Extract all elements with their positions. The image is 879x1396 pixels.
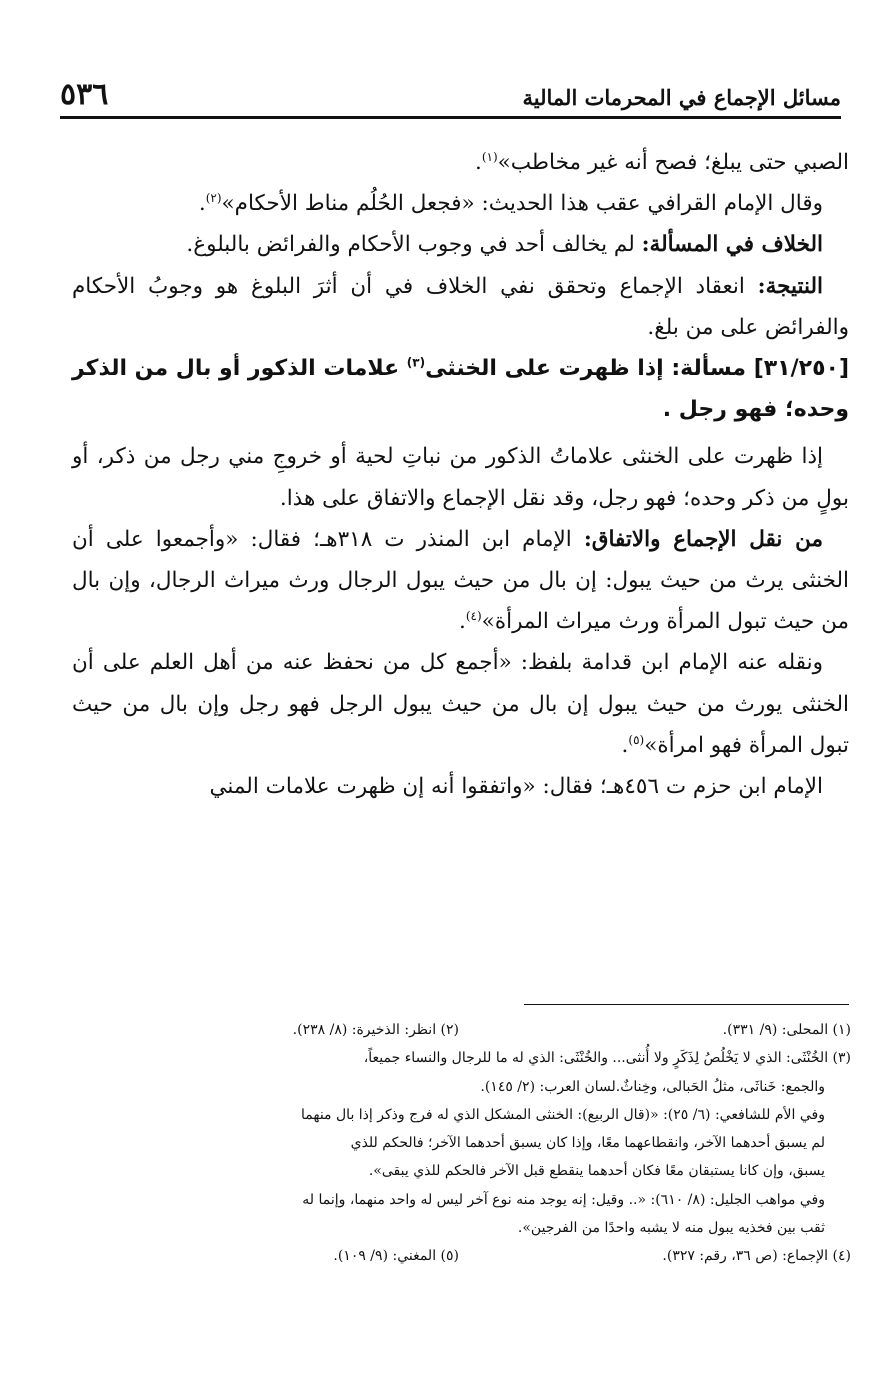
running-title: مسائل الإجماع في المحرمات المالية <box>522 85 841 110</box>
footnote-line: والجمع: خَناثَى، مثلُ الحَبالى، وخِناثٌ.لسان العرب: (٢/ ١٤٥). <box>480 1078 825 1095</box>
paragraph <box>72 642 849 766</box>
footnote-ref: (٤) <box>465 609 482 624</box>
footnote-ref: (٢) <box>205 191 222 206</box>
section-term: النتيجة: <box>757 273 823 299</box>
footnotes <box>44 1016 851 1271</box>
footnote-line: وفي الأم للشافعي: (٦/ ٢٥): «(قال الربيع): الخنثى المشكل الذي له فرج وذكر إذا بال منهما <box>301 1106 825 1123</box>
paragraph <box>72 266 849 348</box>
footnote-row <box>44 1016 851 1044</box>
masala-heading <box>72 348 849 430</box>
masala-title: مسألة: إذا ظهرت على الخنثى <box>425 356 754 382</box>
page-header <box>60 72 841 119</box>
footnote-line: يسبق، وإن كانا يستبقان معًا فكان أحدهما ينقطع قبل الآخر فالحكم للذي يبقى». <box>368 1163 825 1180</box>
punctuation: . <box>474 150 482 175</box>
masala-title: علامات الذكور أو بال من الذكر وحده؛ فهو رجل . <box>72 356 849 423</box>
footnote-line: لم يسبق أحدهما الآخر، وانقطاعهما معًا، وإذا كان يسبق أحدهما الآخر؛ فالحكم للذي <box>350 1135 825 1152</box>
footnote-ref: (٣) <box>406 355 426 370</box>
section-term: من نقل الإجماع والاتفاق: <box>583 526 823 552</box>
footnote: (٢) انظر: الذخيرة: (٨/ ٢٣٨). <box>292 1022 459 1038</box>
footnote-line: وفي مواهب الجليل: (٨/ ٦١٠): «.. وقيل: إنه يوجد منه نوع آخر ليس له واحد منهما، وإنما له <box>302 1191 825 1208</box>
paragraph-text: الإمام ابن المنذر ت ٣١٨هـ؛ فقال: «وأجمعوا على أن الخنثى يرث من حيث يبول: إن بال من حيث يبول الرجال ورث ميراث الرجال، وإن بال من حيث تبول المرأة ورث ميراث المرأة» <box>72 526 849 635</box>
footnote-line: ثقب بين فخذيه يبول منه لا يشبه واحدًا من الفرجين». <box>517 1220 825 1237</box>
footnote-separator <box>524 1004 849 1005</box>
page-number: ٥٣٦ <box>60 77 109 112</box>
footnote: (١) المحلى: (٩/ ٣٣١). <box>722 1022 851 1038</box>
footnote-row <box>44 1242 851 1270</box>
punctuation: . <box>198 191 206 217</box>
paragraph <box>72 183 849 224</box>
paragraph <box>72 766 849 807</box>
main-text <box>72 142 849 807</box>
footnote: (٣) الخُنْثَى: الذي لا يَخْلُصُ لِذَكَرٍ ولا أُنثى... والخُنْثَى: الذي له ما للرجال والنساء جميعاً، <box>363 1050 851 1067</box>
masala-number: [٣١/٢٥٠] <box>753 356 849 382</box>
footnote: (٤) الإجماع: (ص ٣٦، رقم: ٣٢٧). <box>662 1248 851 1265</box>
punctuation: . <box>459 609 466 635</box>
footnote: (٥) المغني: (٩/ ١٠٩). <box>333 1248 459 1265</box>
paragraph <box>72 224 849 265</box>
punctuation: . <box>621 732 629 758</box>
paragraph-text: لم يخالف أحد في وجوب الأحكام والفرائض بالبلوغ. <box>186 232 642 258</box>
footnote-ref: (٥) <box>628 732 645 747</box>
paragraph <box>72 142 849 183</box>
paragraph-text: الإمام ابن حزم ت ٤٥٦هـ؛ فقال: «واتفقوا أنه إن ظهرت علامات المني <box>209 774 823 800</box>
footnote-ref: (١) <box>481 149 498 164</box>
section-term: الخلاف في المسألة: <box>641 232 823 258</box>
paragraph-text: الصبي حتى يبلغ؛ فصح أنه غير مخاطب» <box>497 150 849 175</box>
paragraph-text: انعقاد الإجماع وتحقق نفي الخلاف في أن أثرَ البلوغ هو وجوبُ الأحكام والفرائض على من بلغ. <box>72 273 849 340</box>
paragraph <box>72 436 849 518</box>
paragraph-text: ونقله عنه الإمام ابن قدامة بلفظ: «أجمع كل من نحفظ عنه من أهل العلم على أن الخنثى يورث من حيث يبول إن بال من حيث يبول الرجل فهو رجل وإن بال من حيث تبول المرأة فهو امرأة» <box>72 650 849 758</box>
paragraph-text: وقال الإمام القرافي عقب هذا الحديث: «فجعل الحُلُم مناط الأحكام» <box>221 191 823 217</box>
paragraph-text: إذا ظهرت على الخنثى علاماتُ الذكور من نباتِ لحية أو خروجِ مني رجل من ذكر، أو بولٍ من ذكر وحده؛ فهو رجل، وقد نقل الإجماع والاتفاق على هذا. <box>72 444 849 511</box>
paragraph <box>72 519 849 643</box>
